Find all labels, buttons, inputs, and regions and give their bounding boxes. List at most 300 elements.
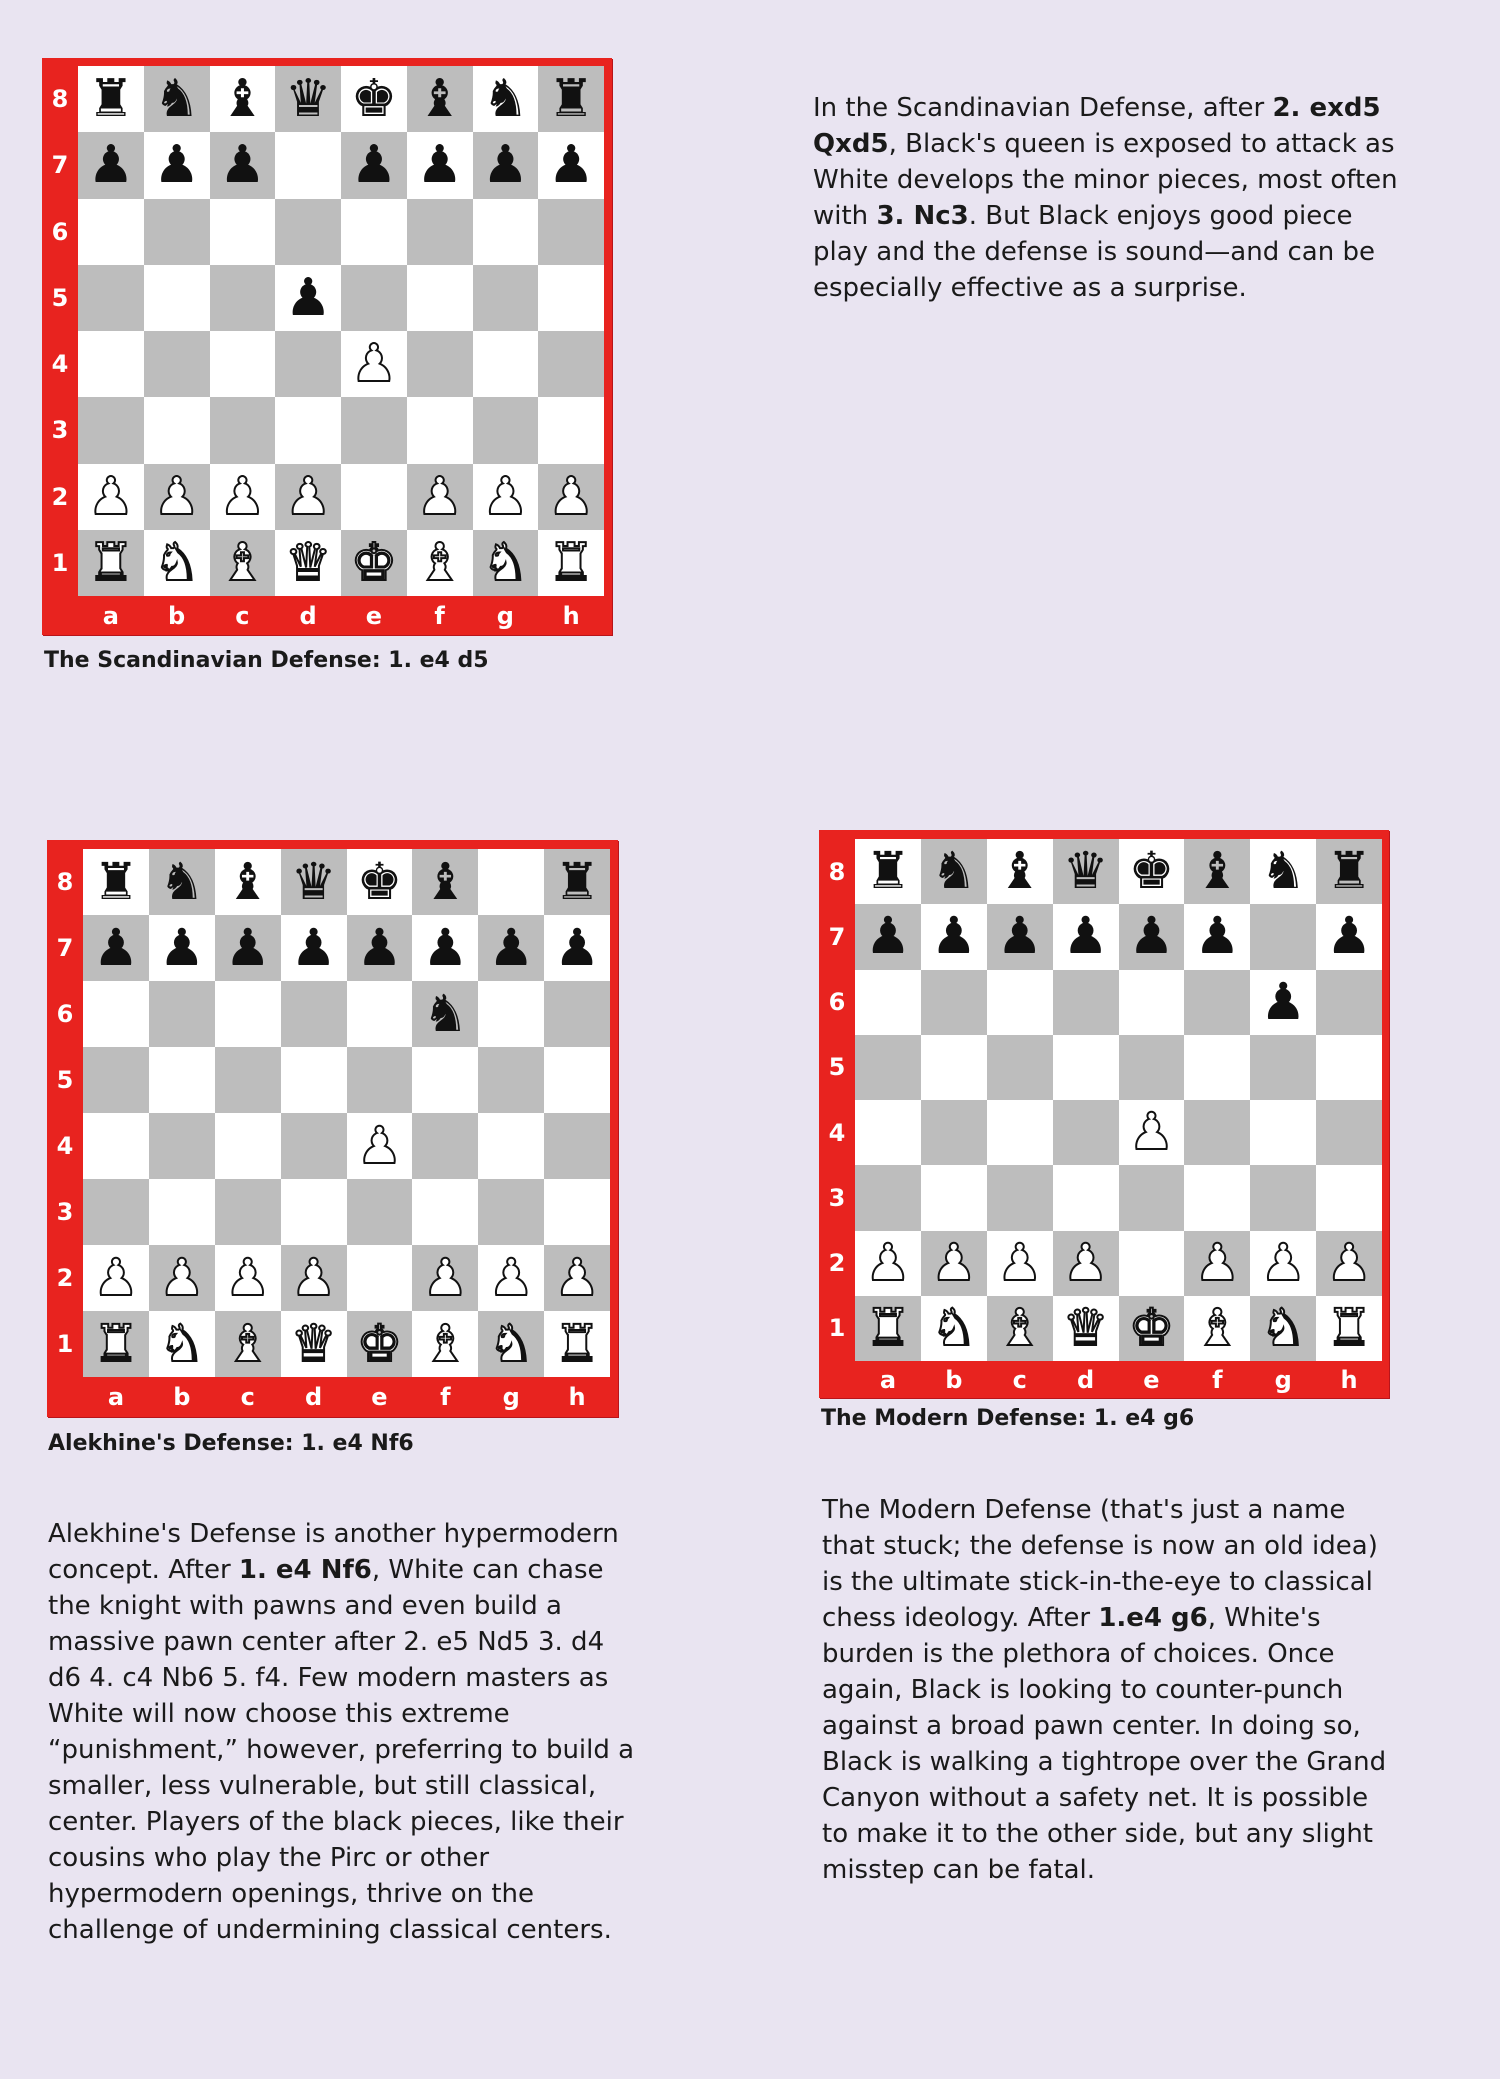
square-a4 xyxy=(855,1100,921,1165)
square-f8 xyxy=(1184,839,1250,904)
board-squares xyxy=(83,849,610,1377)
white-pawn-icon: ♟ xyxy=(87,466,135,527)
black-rook-icon: ♜ xyxy=(547,69,595,130)
black-pawn-icon: ♟ xyxy=(284,267,332,328)
square-c2 xyxy=(987,1231,1053,1296)
black-king-icon: ♚ xyxy=(1128,842,1175,902)
text-segment: , White can chase the knight with pawns and even build a massive pawn center after 2. e5 Nd5 3. d4 d6 4. c4 Nb6 5. f4. Few modern masters as White will now choose this extreme “punishment,” however, preferring to build a smaller, less vulnerable, but still classical, center. Players of the black pieces, like their cousins who play the Pirc or other hypermodern openings, thrive on the challenge of undermining classical centers. xyxy=(48,1555,635,1945)
white-knight-icon: ♞ xyxy=(488,1314,535,1374)
square-a3 xyxy=(78,397,144,463)
square-b8 xyxy=(149,849,215,915)
black-pawn-icon: ♟ xyxy=(93,918,139,978)
square-e4 xyxy=(347,1113,413,1179)
white-pawn-icon: ♟ xyxy=(284,466,332,527)
square-c6 xyxy=(215,981,281,1047)
square-a6 xyxy=(83,981,149,1047)
rank-label: 8 xyxy=(828,857,846,886)
rank-label: 4 xyxy=(51,350,69,379)
rank-label: 6 xyxy=(51,217,69,246)
white-rook-icon: ♜ xyxy=(1326,1298,1372,1358)
file-label: c xyxy=(240,1383,255,1411)
rank-label: 5 xyxy=(828,1053,846,1082)
square-h1 xyxy=(1316,1296,1382,1361)
square-c1 xyxy=(987,1296,1053,1361)
square-g6 xyxy=(478,981,544,1047)
square-d4 xyxy=(281,1113,347,1179)
square-g7 xyxy=(478,915,544,981)
square-a5 xyxy=(855,1035,921,1100)
square-a6 xyxy=(78,199,144,265)
file-label: e xyxy=(1143,1365,1160,1394)
scandinavian-text xyxy=(813,90,1413,306)
white-knight-icon: ♞ xyxy=(930,1298,977,1358)
file-label: h xyxy=(562,601,580,630)
rank-label: 7 xyxy=(51,151,69,180)
text-segment: , Black's queen is exposed to attack as White develops the minor pieces, most often with xyxy=(813,129,1398,231)
square-g5 xyxy=(478,1047,544,1113)
square-e1 xyxy=(341,530,407,596)
black-pawn-icon: ♟ xyxy=(865,907,911,967)
white-knight-icon: ♞ xyxy=(153,532,200,593)
square-g6 xyxy=(1250,970,1316,1035)
text-segment: In the Scandinavian Defense, after xyxy=(813,93,1273,123)
white-pawn-icon: ♟ xyxy=(350,334,398,395)
square-b4 xyxy=(921,1100,987,1165)
square-d8 xyxy=(281,849,347,915)
square-d6 xyxy=(1053,970,1119,1035)
square-e7 xyxy=(347,915,413,981)
square-f6 xyxy=(412,981,478,1047)
square-e6 xyxy=(347,981,413,1047)
square-b7 xyxy=(921,904,987,969)
square-e1 xyxy=(347,1311,413,1377)
square-f3 xyxy=(407,397,473,463)
square-d2 xyxy=(275,464,341,530)
square-e6 xyxy=(1119,970,1185,1035)
white-pawn-icon: ♟ xyxy=(996,1233,1043,1293)
file-labels xyxy=(83,1377,610,1417)
square-d2 xyxy=(1053,1231,1119,1296)
square-c8 xyxy=(987,839,1053,904)
square-c5 xyxy=(987,1035,1053,1100)
square-h5 xyxy=(1316,1035,1382,1100)
square-c2 xyxy=(215,1245,281,1311)
file-labels xyxy=(78,596,604,635)
black-pawn-icon: ♟ xyxy=(547,135,595,196)
black-pawn-icon: ♟ xyxy=(482,135,529,196)
file-label: g xyxy=(496,601,514,630)
square-b7 xyxy=(149,915,215,981)
square-e7 xyxy=(341,132,407,198)
square-h2 xyxy=(538,464,604,530)
black-pawn-icon: ♟ xyxy=(224,918,271,978)
square-e8 xyxy=(347,849,413,915)
white-knight-icon: ♞ xyxy=(158,1314,205,1374)
square-e4 xyxy=(1119,1100,1185,1165)
alekhine-board xyxy=(47,840,618,1417)
square-d6 xyxy=(281,981,347,1047)
square-b4 xyxy=(149,1113,215,1179)
square-h8 xyxy=(1316,839,1382,904)
square-c7 xyxy=(215,915,281,981)
rank-label: 6 xyxy=(56,1000,74,1028)
black-pawn-icon: ♟ xyxy=(930,907,977,967)
square-c7 xyxy=(210,132,276,198)
file-label: b xyxy=(173,1383,191,1411)
square-e6 xyxy=(341,199,407,265)
white-pawn-icon: ♟ xyxy=(554,1248,600,1308)
square-g4 xyxy=(1250,1100,1316,1165)
black-king-icon: ♚ xyxy=(350,69,398,130)
file-label: d xyxy=(299,601,317,630)
white-king-icon: ♚ xyxy=(350,532,398,593)
square-b7 xyxy=(144,132,210,198)
black-pawn-icon: ♟ xyxy=(1194,907,1241,967)
rank-label: 7 xyxy=(828,922,846,951)
square-b4 xyxy=(144,331,210,397)
square-g1 xyxy=(478,1311,544,1377)
white-bishop-icon: ♝ xyxy=(219,532,266,593)
white-rook-icon: ♜ xyxy=(554,1314,600,1374)
square-b1 xyxy=(149,1311,215,1377)
white-pawn-icon: ♟ xyxy=(1326,1233,1372,1293)
square-d3 xyxy=(275,397,341,463)
file-label: h xyxy=(568,1383,586,1411)
rank-label: 3 xyxy=(828,1183,846,1212)
black-knight-icon: ♞ xyxy=(1260,842,1307,902)
square-c7 xyxy=(987,904,1053,969)
square-f7 xyxy=(407,132,473,198)
white-queen-icon: ♛ xyxy=(1062,1298,1109,1358)
white-bishop-icon: ♝ xyxy=(416,532,463,593)
square-e4 xyxy=(341,331,407,397)
alekhine-text xyxy=(48,1516,638,1948)
square-d7 xyxy=(1053,904,1119,969)
square-a7 xyxy=(83,915,149,981)
square-c4 xyxy=(210,331,276,397)
black-pawn-icon: ♟ xyxy=(350,135,398,196)
square-c2 xyxy=(210,464,276,530)
square-a8 xyxy=(78,66,144,132)
square-h4 xyxy=(538,331,604,397)
square-f1 xyxy=(1184,1296,1250,1361)
square-c1 xyxy=(215,1311,281,1377)
black-pawn-icon: ♟ xyxy=(1128,907,1175,967)
square-f6 xyxy=(1184,970,1250,1035)
square-e8 xyxy=(1119,839,1185,904)
square-e8 xyxy=(341,66,407,132)
board-squares xyxy=(78,66,604,596)
black-pawn-icon: ♟ xyxy=(219,135,266,196)
square-h7 xyxy=(1316,904,1382,969)
square-a3 xyxy=(855,1165,921,1230)
move-notation: 1. e4 Nf6 xyxy=(238,1555,372,1585)
file-label: d xyxy=(304,1383,323,1411)
file-label: a xyxy=(879,1365,897,1394)
square-e5 xyxy=(347,1047,413,1113)
square-e3 xyxy=(347,1179,413,1245)
rank-label: 7 xyxy=(56,934,74,962)
modern-caption: The Modern Defense: 1. e4 g6 xyxy=(821,1406,1195,1431)
square-a4 xyxy=(83,1113,149,1179)
square-h2 xyxy=(544,1245,610,1311)
white-bishop-icon: ♝ xyxy=(422,1314,469,1374)
square-f8 xyxy=(412,849,478,915)
file-label: f xyxy=(434,601,445,630)
rank-label: 3 xyxy=(56,1198,74,1226)
square-h4 xyxy=(544,1113,610,1179)
square-c4 xyxy=(987,1100,1053,1165)
square-b2 xyxy=(921,1231,987,1296)
white-pawn-icon: ♟ xyxy=(1194,1233,1241,1293)
black-queen-icon: ♛ xyxy=(290,852,337,912)
rank-label: 8 xyxy=(56,868,74,896)
square-b3 xyxy=(149,1179,215,1245)
square-a3 xyxy=(83,1179,149,1245)
move-notation: 3. Nc3 xyxy=(876,201,969,231)
square-g2 xyxy=(1250,1231,1316,1296)
square-h1 xyxy=(544,1311,610,1377)
white-rook-icon: ♜ xyxy=(93,1314,139,1374)
rank-label: 5 xyxy=(51,283,69,312)
white-queen-icon: ♛ xyxy=(290,1314,337,1374)
square-c6 xyxy=(987,970,1053,1035)
square-e2 xyxy=(1119,1231,1185,1296)
alekhine-caption: Alekhine's Defense: 1. e4 Nf6 xyxy=(48,1431,414,1456)
black-pawn-icon: ♟ xyxy=(1062,907,1109,967)
black-rook-icon: ♜ xyxy=(865,842,911,902)
move-notation: 2. exd5 Qxd5 xyxy=(813,93,1381,159)
square-a1 xyxy=(83,1311,149,1377)
black-bishop-icon: ♝ xyxy=(422,852,469,912)
square-h6 xyxy=(1316,970,1382,1035)
square-d2 xyxy=(281,1245,347,1311)
rank-label: 2 xyxy=(828,1249,846,1278)
square-g2 xyxy=(473,464,539,530)
square-b5 xyxy=(921,1035,987,1100)
black-pawn-icon: ♟ xyxy=(153,135,200,196)
square-g1 xyxy=(473,530,539,596)
black-rook-icon: ♜ xyxy=(93,852,139,912)
square-h7 xyxy=(544,915,610,981)
black-knight-icon: ♞ xyxy=(930,842,977,902)
square-e7 xyxy=(1119,904,1185,969)
square-f2 xyxy=(412,1245,478,1311)
black-pawn-icon: ♟ xyxy=(416,135,463,196)
square-f7 xyxy=(1184,904,1250,969)
modern-board xyxy=(819,830,1389,1398)
square-b6 xyxy=(921,970,987,1035)
black-pawn-icon: ♟ xyxy=(554,918,600,978)
square-h4 xyxy=(1316,1100,1382,1165)
black-rook-icon: ♜ xyxy=(87,69,135,130)
square-a5 xyxy=(78,265,144,331)
file-label: b xyxy=(945,1365,963,1394)
square-c3 xyxy=(215,1179,281,1245)
rank-label: 6 xyxy=(828,988,846,1017)
square-b1 xyxy=(921,1296,987,1361)
square-a8 xyxy=(855,839,921,904)
square-g6 xyxy=(473,199,539,265)
black-queen-icon: ♛ xyxy=(1062,842,1109,902)
square-g1 xyxy=(1250,1296,1316,1361)
white-pawn-icon: ♟ xyxy=(1260,1233,1307,1293)
square-g4 xyxy=(478,1113,544,1179)
square-g5 xyxy=(1250,1035,1316,1100)
square-e2 xyxy=(347,1245,413,1311)
square-h6 xyxy=(544,981,610,1047)
modern-text xyxy=(822,1492,1392,1888)
black-pawn-icon: ♟ xyxy=(488,918,535,978)
square-f3 xyxy=(1184,1165,1250,1230)
square-d7 xyxy=(281,915,347,981)
white-rook-icon: ♜ xyxy=(87,532,135,593)
square-d5 xyxy=(1053,1035,1119,1100)
square-h3 xyxy=(538,397,604,463)
white-pawn-icon: ♟ xyxy=(93,1248,139,1308)
square-c4 xyxy=(215,1113,281,1179)
square-c6 xyxy=(210,199,276,265)
square-h6 xyxy=(538,199,604,265)
white-pawn-icon: ♟ xyxy=(290,1248,337,1308)
black-pawn-icon: ♟ xyxy=(422,918,469,978)
square-f3 xyxy=(412,1179,478,1245)
square-d1 xyxy=(275,530,341,596)
white-pawn-icon: ♟ xyxy=(482,466,529,527)
square-f8 xyxy=(407,66,473,132)
square-g3 xyxy=(1250,1165,1316,1230)
black-pawn-icon: ♟ xyxy=(290,918,337,978)
text-segment: The Modern Defense (that's just a name that stuck; the defense is now an old idea) is the ultimate stick-in-the-eye to classical chess ideology. After xyxy=(822,1495,1378,1633)
square-g7 xyxy=(473,132,539,198)
rank-label: 2 xyxy=(51,482,69,511)
square-a2 xyxy=(78,464,144,530)
square-e5 xyxy=(341,265,407,331)
square-d3 xyxy=(1053,1165,1119,1230)
white-pawn-icon: ♟ xyxy=(158,1248,205,1308)
white-king-icon: ♚ xyxy=(356,1314,403,1374)
white-pawn-icon: ♟ xyxy=(153,466,200,527)
rank-labels xyxy=(819,839,855,1361)
black-pawn-icon: ♟ xyxy=(996,907,1043,967)
square-f5 xyxy=(412,1047,478,1113)
square-h3 xyxy=(544,1179,610,1245)
white-bishop-icon: ♝ xyxy=(996,1298,1043,1358)
square-c3 xyxy=(987,1165,1053,1230)
square-a2 xyxy=(83,1245,149,1311)
black-rook-icon: ♜ xyxy=(1326,842,1372,902)
square-e2 xyxy=(341,464,407,530)
text-segment: . But Black enjoys good piece play and the defense is sound—and can be especially effective as a surprise. xyxy=(813,201,1375,303)
white-pawn-icon: ♟ xyxy=(224,1248,271,1308)
square-h8 xyxy=(538,66,604,132)
file-label: a xyxy=(102,601,119,630)
move-notation: 1.e4 g6 xyxy=(1098,1603,1208,1633)
white-pawn-icon: ♟ xyxy=(1062,1233,1109,1293)
square-c5 xyxy=(215,1047,281,1113)
text-segment: , White's burden is the plethora of choices. Once again, Black is looking to counter-punch against a broad pawn center. In doing so, Black is walking a tightrope over the Grand Canyon without a safety net. It is possible to make it to the other side, but any slight misstep can be fatal. xyxy=(822,1603,1387,1885)
square-c8 xyxy=(210,66,276,132)
square-g8 xyxy=(478,849,544,915)
black-knight-icon: ♞ xyxy=(158,852,205,912)
white-bishop-icon: ♝ xyxy=(1194,1298,1241,1358)
white-knight-icon: ♞ xyxy=(482,532,529,593)
rank-labels xyxy=(42,66,78,596)
black-pawn-icon: ♟ xyxy=(87,135,135,196)
file-label: f xyxy=(1212,1365,1223,1394)
square-f4 xyxy=(1184,1100,1250,1165)
square-g5 xyxy=(473,265,539,331)
square-d5 xyxy=(281,1047,347,1113)
text-segment: Alekhine's Defense is another hypermodern concept. After xyxy=(48,1519,619,1585)
square-f2 xyxy=(1184,1231,1250,1296)
square-b1 xyxy=(144,530,210,596)
square-d5 xyxy=(275,265,341,331)
file-label: d xyxy=(1076,1365,1095,1394)
file-label: b xyxy=(168,601,186,630)
square-c1 xyxy=(210,530,276,596)
black-rook-icon: ♜ xyxy=(554,852,600,912)
square-g8 xyxy=(473,66,539,132)
white-pawn-icon: ♟ xyxy=(422,1248,469,1308)
square-h5 xyxy=(538,265,604,331)
square-f1 xyxy=(407,530,473,596)
square-c8 xyxy=(215,849,281,915)
rank-label: 3 xyxy=(51,416,69,445)
rank-label: 5 xyxy=(56,1066,74,1094)
square-a6 xyxy=(855,970,921,1035)
white-pawn-icon: ♟ xyxy=(488,1248,535,1308)
white-king-icon: ♚ xyxy=(1128,1298,1175,1358)
square-a2 xyxy=(855,1231,921,1296)
square-b3 xyxy=(144,397,210,463)
white-pawn-icon: ♟ xyxy=(1128,1103,1175,1163)
rank-labels xyxy=(47,849,83,1377)
square-d8 xyxy=(275,66,341,132)
square-e5 xyxy=(1119,1035,1185,1100)
square-g7 xyxy=(1250,904,1316,969)
square-d4 xyxy=(1053,1100,1119,1165)
rank-label: 4 xyxy=(828,1118,846,1147)
square-b8 xyxy=(921,839,987,904)
black-knight-icon: ♞ xyxy=(153,69,200,130)
square-e1 xyxy=(1119,1296,1185,1361)
white-pawn-icon: ♟ xyxy=(219,466,266,527)
square-f5 xyxy=(407,265,473,331)
square-h7 xyxy=(538,132,604,198)
square-f4 xyxy=(412,1113,478,1179)
square-a4 xyxy=(78,331,144,397)
square-a7 xyxy=(855,904,921,969)
square-f5 xyxy=(1184,1035,1250,1100)
square-b8 xyxy=(144,66,210,132)
file-label: e xyxy=(371,1383,388,1411)
white-rook-icon: ♜ xyxy=(865,1298,911,1358)
rank-label: 2 xyxy=(56,1264,74,1292)
square-f6 xyxy=(407,199,473,265)
rank-label: 4 xyxy=(56,1132,74,1160)
square-d3 xyxy=(281,1179,347,1245)
square-b5 xyxy=(144,265,210,331)
square-g3 xyxy=(473,397,539,463)
square-h1 xyxy=(538,530,604,596)
square-d1 xyxy=(1053,1296,1119,1361)
square-h2 xyxy=(1316,1231,1382,1296)
rank-label: 1 xyxy=(828,1314,846,1343)
file-label: c xyxy=(1012,1365,1027,1394)
square-h5 xyxy=(544,1047,610,1113)
file-label: c xyxy=(235,601,250,630)
